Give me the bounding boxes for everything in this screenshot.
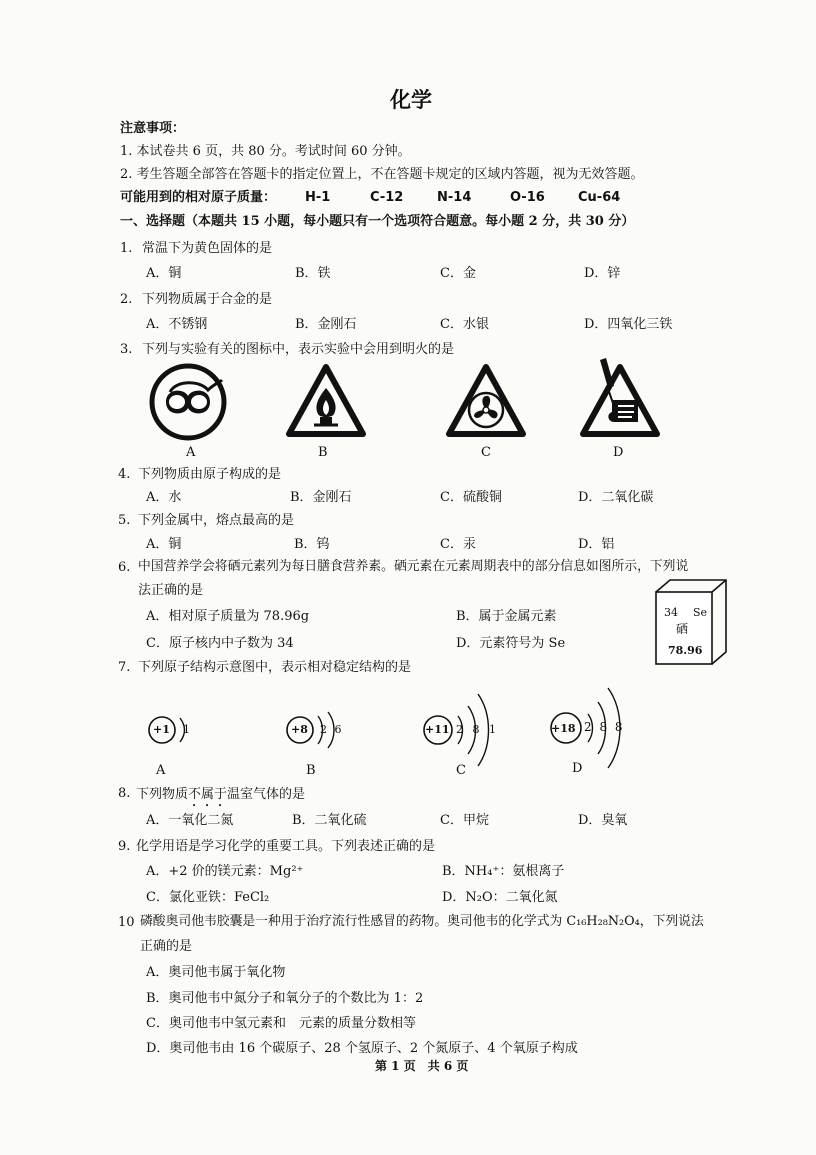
question-8-emphasis: 不属于 — [188, 787, 228, 802]
question-9-stem: 化学用语是学习化学的重要工具。下列表述正确的是 — [136, 839, 436, 854]
atom-label-b: B — [306, 763, 316, 778]
atom-c-nucleus: +11 — [425, 723, 450, 736]
question-9-number: 9. — [118, 839, 131, 854]
question-1-option-a: A．铜 — [146, 266, 182, 281]
question-4-option-b: B．金刚石 — [290, 490, 352, 505]
notes-heading: 注意事项： — [120, 121, 186, 136]
question-1-option-d: D．锌 — [584, 266, 621, 281]
question-6-option-b: B．属于金属元素 — [456, 609, 557, 624]
question-5-option-b: B．钨 — [294, 537, 330, 552]
note-1: 1. 本试卷共 6 页，共 80 分。考试时间 60 分钟。 — [120, 144, 411, 159]
question-6-number: 6. — [118, 560, 131, 575]
question-8-option-b: B．二氧化硫 — [292, 813, 367, 828]
page-footer: 第 1 页 共 6 页 — [375, 1059, 469, 1073]
question-6-option-a: A．相对原子质量为 78.96g — [146, 609, 310, 624]
atom-a-shells: 1 — [183, 723, 190, 736]
icon-label-d: D — [613, 445, 624, 460]
question-10-stem-line-2: 正确的是 — [140, 939, 193, 954]
atomic-mass-o: O-16 — [510, 190, 545, 205]
section-heading: 一、选择题（本题共 15 小题，每小题只有一个选项符合题意。每小题 2 分，共 30 分） — [120, 214, 635, 229]
question-10-stem-line-1: 磷酸奥司他韦胶囊是一种用于治疗流行性感冒的药物。奥司他韦的化学式为 C₁₆H₂₈N₂O₄，下列说法 — [140, 914, 704, 929]
question-5-option-c: C．汞 — [440, 537, 476, 552]
question-8-stem-pre: 下列物质 — [136, 787, 189, 802]
question-8-option-c: C．甲烷 — [440, 813, 489, 828]
atomic-mass-n: N-14 — [437, 190, 472, 205]
element-mass: 78.96 — [668, 644, 703, 657]
question-8-option-d: D．臭氧 — [578, 813, 628, 828]
question-5-option-d: D．铝 — [578, 537, 615, 552]
question-10-option-b: B．奥司他韦中氮分子和氧分子的个数比为 1：2 — [146, 991, 424, 1006]
question-9-option-c: C．氯化亚铁：FeCl₂ — [146, 890, 270, 905]
question-4-option-d: D．二氧化碳 — [578, 490, 654, 505]
icon-label-a: A — [186, 445, 196, 460]
question-8-stem — [136, 787, 305, 810]
question-4-option-a: A．水 — [146, 490, 182, 505]
question-8-option-a: A．一氧化二氮 — [146, 813, 234, 828]
question-6-stem-line-2: 法正确的是 — [138, 583, 204, 598]
atom-a-nucleus: +1 — [153, 723, 170, 736]
question-8-stem-post: 温室气体的是 — [227, 787, 306, 802]
question-2-option-b: B．金刚石 — [295, 317, 357, 332]
question-1-stem: 常温下为黄色固体的是 — [142, 241, 273, 256]
atomic-masses-label: 可能用到的相对原子质量： — [120, 190, 277, 205]
question-4-number: 4. — [118, 467, 131, 482]
question-9-option-d: D．N₂O：二氧化氮 — [442, 890, 558, 905]
icon-label-b: B — [318, 445, 328, 460]
question-7-number: 7. — [118, 660, 131, 675]
icon-label-c: C — [481, 445, 491, 460]
question-8-number: 8. — [118, 786, 131, 801]
question-6-option-c: C．原子核内中子数为 34 — [146, 636, 294, 651]
question-1-number: 1. — [120, 241, 133, 256]
atom-label-c: C — [456, 763, 466, 778]
open-flame-icon — [284, 362, 368, 440]
ventilation-fan-icon — [444, 362, 528, 440]
question-10-option-c: C．奥司他韦中氢元素和 元素的质量分数相等 — [146, 1016, 416, 1031]
note-2: 2. 考生答题全部答在答题卡的指定位置上，不在答题卡规定的区域内答题，视为无效答题。 — [120, 167, 644, 182]
atomic-mass-c: C-12 — [370, 190, 404, 205]
question-2-stem: 下列物质属于合金的是 — [142, 292, 273, 307]
atomic-mass-cu: Cu-64 — [578, 190, 621, 205]
question-5-option-a: A．铜 — [146, 537, 182, 552]
question-10-option-d: D．奥司他韦由 16 个碳原子、28 个氢原子、2 个氮原子、4 个氧原子构成 — [146, 1041, 578, 1056]
atom-label-a: A — [156, 763, 166, 778]
question-2-option-d: D．四氧化三铁 — [584, 317, 673, 332]
question-5-number: 5. — [118, 513, 131, 528]
sharp-object-icon — [574, 356, 664, 440]
atom-d-nucleus: +18 — [551, 722, 576, 735]
element-name: 硒 — [676, 622, 689, 636]
question-1-option-c: C．金 — [440, 266, 476, 281]
question-2-number: 2. — [120, 292, 133, 307]
question-3-stem: 下列与实验有关的图标中，表示实验中会用到明火的是 — [142, 342, 455, 357]
question-2-option-c: C．水银 — [440, 317, 489, 332]
question-2-option-a: A．不锈钢 — [146, 317, 208, 332]
question-4-stem: 下列物质由原子构成的是 — [138, 467, 282, 482]
question-6-stem-line-1: 中国营养学会将硒元素列为每日膳食营养素。硒元素在元素周期表中的部分信息如图所示，下列说 — [138, 559, 689, 574]
question-3-number: 3. — [120, 342, 133, 357]
question-5-stem: 下列金属中，熔点最高的是 — [138, 513, 295, 528]
element-symbol: Se — [693, 606, 708, 619]
atom-label-d: D — [572, 761, 583, 776]
element-number: 34 — [664, 606, 678, 619]
question-7-stem: 下列原子结构示意图中，表示相对稳定结构的是 — [138, 660, 412, 675]
atom-b-nucleus: +8 — [291, 723, 308, 736]
question-10-option-a: A．奥司他韦属于氧化物 — [146, 965, 286, 980]
question-6-option-d: D．元素符号为 Se — [456, 636, 566, 651]
question-4-option-c: C．硫酸铜 — [440, 490, 502, 505]
question-9-option-b: B．NH₄⁺：氨根离子 — [442, 864, 565, 879]
atomic-mass-h: H-1 — [305, 190, 331, 205]
atom-b-shells: 2 6 — [320, 723, 344, 736]
question-1-option-b: B．铁 — [295, 266, 331, 281]
atom-c-shells: 2 8 1 — [456, 723, 499, 736]
question-9-option-a: A．+2 价的镁元素：Mg²⁺ — [146, 864, 304, 879]
safety-goggles-icon — [148, 362, 228, 442]
question-10-number: 10 — [118, 915, 135, 930]
atom-d-shells: 2 8 8 — [584, 720, 625, 734]
page-title: 化学 — [390, 88, 432, 112]
